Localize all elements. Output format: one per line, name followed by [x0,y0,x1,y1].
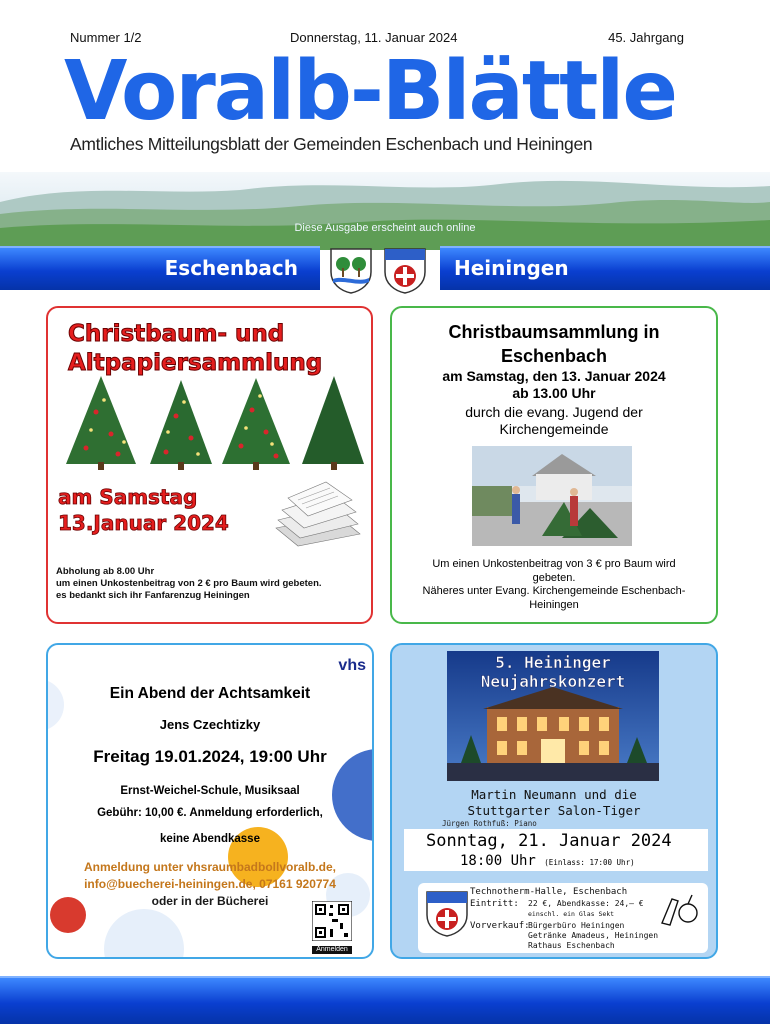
issue-volume: 45. Jahrgang [608,30,684,45]
section-bar-eschenbach [0,246,320,290]
section-bar-heiningen [440,246,770,290]
fee-note: Um einen Unkostenbeitrag von 3 € pro Baum wird gebeten. Näheres unter Evang. Kirchengemeinde Eschenbach- Heiningen [422,558,686,611]
qr-code-icon [312,901,352,941]
newspaper-title: Voralb-Blättle [64,44,676,139]
christmas-trees-image [56,372,366,472]
presale-location: Rathaus Eschenbach [528,941,615,950]
no-box-office-note: keine Abendkasse [160,833,260,845]
doors-open: (Einlass: 17:00 Uhr) [544,858,635,867]
venue-name: Technotherm-Halle, Eschenbach [470,887,628,897]
eschenbach-coat-of-arms [328,246,374,294]
registration-qr-code[interactable] [312,901,352,953]
heiningen-coat-of-arms [424,889,470,937]
event-place: Ernst-Weichel-Schule, Musiksaal [120,785,300,797]
collection-date: am Samstag 13.Januar 2024 [58,485,229,535]
presale-location: Bürgerbüro Heiningen [528,921,625,930]
collection-details: Abholung ab 8.00 Uhr um einen Unkostenbeitrag von 2 € pro Baum wird gebeten. es bedankt sich ihr Fanfarenzug Heiningen [56,566,322,601]
collection-date: am Samstag, den 13. Januar 2024 ab 13.00 Uhr [442,368,666,401]
qr-label: Anmelden [312,946,352,954]
section-label-heiningen: Heiningen [454,256,569,280]
heiningen-coat-of-arms [382,246,428,294]
box-title: Christbaumsammlung in Eschenbach [448,322,660,366]
landscape-banner [0,172,770,250]
vhs-logo: vhs [338,657,366,674]
entry-price: 22 €, Abendkasse: 24,– € [528,899,644,908]
newspaper-stack-image [268,476,366,548]
issue-number: Nummer 1/2 [70,30,142,45]
venue-ticket-info [418,883,708,953]
box-title: Christbaum- und Altpapiersammlung [68,321,323,376]
event-datetime: Freitag 19.01.2024, 19:00 Uhr [93,747,327,766]
event-fee: Gebühr: 10,00 €. Anmeldung erforderlich, [97,807,323,819]
christbaumsammlung-eschenbach-box [390,306,718,624]
newspaper-subtitle: Amtliches Mitteilungsblatt der Gemeinden Eschenbach und Heiningen [70,134,593,154]
presale-location: Getränke Amadeus, Heiningen [528,931,659,940]
entry-note: einschl. ein Glas Sekt [528,910,615,918]
tree-collection-photo [472,446,632,546]
concert-title: 5. Heininger Neujahrskonzert [480,653,626,691]
vhs-achtsamkeit-box [46,643,374,959]
section-label-eschenbach: Eschenbach [164,256,298,280]
concert-time: 18:00 Uhr [460,853,536,869]
presale-label: Vorverkauf: [470,921,530,931]
online-note: Diese Ausgabe erscheint auch online [294,222,476,234]
entry-label: Eintritt: [470,899,519,909]
issue-date: Donnerstag, 11. Januar 2024 [290,30,458,45]
neujahrskonzert-box [390,643,718,959]
concert-date: Sonntag, 21. Januar 2024 18:00 Uhr (Einlass: 17:00 Uhr) [404,829,708,871]
organizer-line: durch die evang. Jugend der [465,404,643,420]
instruments-icon [658,893,702,927]
piano-credit: Jürgen Rothfuß: Piano [442,819,537,828]
artist-names: Martin Neumann und die Stuttgarter Salon-Tiger [467,787,641,818]
registration-info: Anmeldung unter vhsraumbadbollvoralb.de, info@buecherei-heiningen.de, 07161 920774 oder in der Bücherei [83,860,337,908]
organizer-line: Kirchengemeinde [499,421,609,437]
speaker-name: Jens Czechtizky [159,717,261,732]
footer-bar [0,976,770,1024]
christbaum-altpapier-box [46,306,373,624]
event-title: Ein Abend der Achtsamkeit [109,685,311,702]
